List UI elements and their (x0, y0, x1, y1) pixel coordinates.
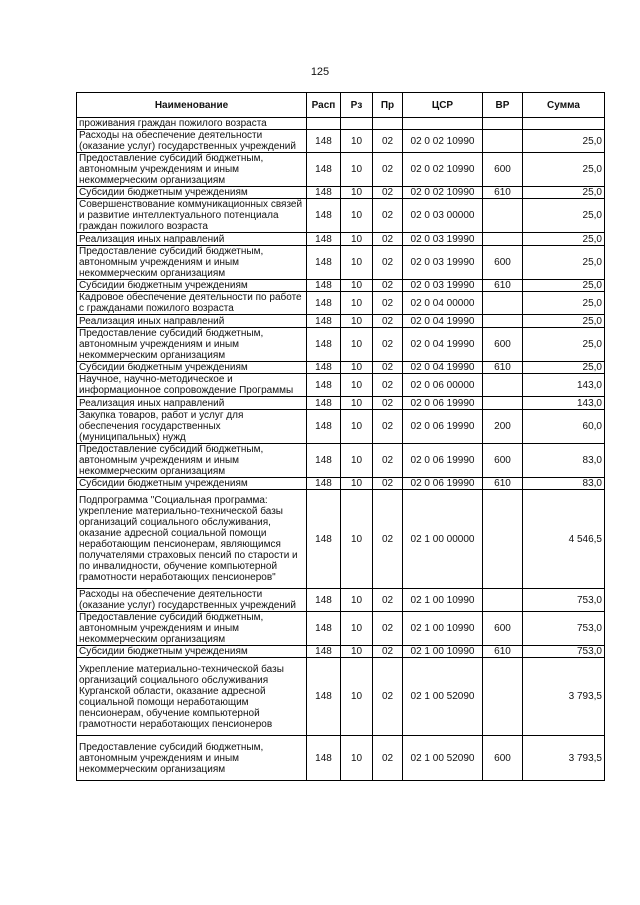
cell-name: Субсидии бюджетным учреждениям (77, 646, 307, 658)
cell-pr: 02 (373, 153, 403, 187)
cell-rz: 10 (341, 589, 373, 612)
cell-csr: 02 0 06 19990 (403, 410, 483, 444)
cell-rasp: 148 (307, 490, 341, 589)
cell-rz: 10 (341, 736, 373, 781)
cell-pr: 02 (373, 246, 403, 280)
cell-csr (403, 118, 483, 130)
cell-name: Расходы на обеспечение деятельности (оказание услуг) государственных учреждений (77, 589, 307, 612)
cell-vr (483, 292, 523, 315)
cell-rz: 10 (341, 362, 373, 374)
cell-rasp: 148 (307, 187, 341, 199)
cell-rz (341, 118, 373, 130)
header-sum: Сумма (523, 93, 605, 118)
table-row (77, 490, 605, 589)
cell-name: Укрепление материально-технической базы организаций социального обслуживания Курганской области, оказание адресной социальной помощи неработающим пенсионерам, обучение компьютерной грамотности неработающих пенсионеров (77, 658, 307, 736)
cell-vr (483, 199, 523, 233)
cell-csr: 02 0 03 00000 (403, 199, 483, 233)
cell-name: Закупка товаров, работ и услуг для обеспечения государственных (муниципальных) нужд (77, 410, 307, 444)
cell-rasp: 148 (307, 328, 341, 362)
cell-rz: 10 (341, 397, 373, 410)
cell-rasp: 148 (307, 153, 341, 187)
cell-vr: 610 (483, 478, 523, 490)
cell-pr: 02 (373, 199, 403, 233)
cell-pr: 02 (373, 612, 403, 646)
cell-csr: 02 0 02 10990 (403, 187, 483, 199)
cell-pr: 02 (373, 187, 403, 199)
header-rz: Рз (341, 93, 373, 118)
header-pr: Пр (373, 93, 403, 118)
table-row (77, 153, 605, 187)
cell-sum: 753,0 (523, 589, 605, 612)
cell-pr: 02 (373, 130, 403, 153)
cell-csr: 02 1 00 52090 (403, 658, 483, 736)
cell-rz: 10 (341, 315, 373, 328)
cell-rz: 10 (341, 658, 373, 736)
cell-csr: 02 0 04 00000 (403, 292, 483, 315)
table-row (77, 658, 605, 736)
cell-vr (483, 658, 523, 736)
cell-rasp: 148 (307, 130, 341, 153)
cell-rasp: 148 (307, 292, 341, 315)
table-row (77, 199, 605, 233)
cell-csr: 02 0 06 19990 (403, 397, 483, 410)
cell-vr: 610 (483, 187, 523, 199)
table-row (77, 589, 605, 612)
cell-vr: 600 (483, 328, 523, 362)
cell-sum: 753,0 (523, 612, 605, 646)
cell-pr: 02 (373, 646, 403, 658)
cell-vr: 610 (483, 646, 523, 658)
table-row (77, 374, 605, 397)
cell-pr: 02 (373, 292, 403, 315)
cell-vr: 610 (483, 362, 523, 374)
cell-rz: 10 (341, 233, 373, 246)
cell-rz: 10 (341, 187, 373, 199)
cell-vr: 600 (483, 736, 523, 781)
cell-name: Научное, научно-методическое и информационное сопровождение Программы (77, 374, 307, 397)
cell-csr: 02 0 03 19990 (403, 233, 483, 246)
cell-name: Предоставление субсидий бюджетным, автономным учреждениям и иным некоммерческим организациям (77, 612, 307, 646)
cell-vr (483, 490, 523, 589)
cell-pr: 02 (373, 362, 403, 374)
cell-rasp: 148 (307, 315, 341, 328)
cell-rz: 10 (341, 410, 373, 444)
cell-vr: 610 (483, 280, 523, 292)
cell-rasp: 148 (307, 374, 341, 397)
cell-rz: 10 (341, 246, 373, 280)
table-row (77, 444, 605, 478)
cell-rasp: 148 (307, 736, 341, 781)
cell-sum: 60,0 (523, 410, 605, 444)
cell-name: проживания граждан пожилого возраста (77, 118, 307, 130)
table-row (77, 646, 605, 658)
cell-rasp: 148 (307, 589, 341, 612)
cell-csr: 02 1 00 10990 (403, 612, 483, 646)
cell-csr: 02 0 02 10990 (403, 153, 483, 187)
cell-rasp (307, 118, 341, 130)
cell-sum: 83,0 (523, 444, 605, 478)
cell-pr: 02 (373, 410, 403, 444)
header-csr: ЦСР (403, 93, 483, 118)
cell-csr: 02 0 04 19990 (403, 315, 483, 328)
cell-csr: 02 0 06 19990 (403, 444, 483, 478)
cell-pr: 02 (373, 736, 403, 781)
cell-name: Кадровое обеспечение деятельности по работе с гражданами пожилого возраста (77, 292, 307, 315)
cell-sum: 143,0 (523, 397, 605, 410)
cell-vr (483, 233, 523, 246)
table-row (77, 292, 605, 315)
cell-rz: 10 (341, 280, 373, 292)
cell-rz: 10 (341, 328, 373, 362)
cell-sum: 143,0 (523, 374, 605, 397)
table-row (77, 478, 605, 490)
table-row (77, 280, 605, 292)
cell-pr: 02 (373, 490, 403, 589)
cell-vr: 200 (483, 410, 523, 444)
cell-vr (483, 374, 523, 397)
cell-csr: 02 0 04 19990 (403, 328, 483, 362)
cell-rasp: 148 (307, 199, 341, 233)
cell-sum: 25,0 (523, 199, 605, 233)
table-row (77, 328, 605, 362)
cell-rz: 10 (341, 153, 373, 187)
header-row (77, 93, 605, 118)
cell-name: Расходы на обеспечение деятельности (оказание услуг) государственных учреждений (77, 130, 307, 153)
cell-csr: 02 0 04 19990 (403, 362, 483, 374)
table-row (77, 118, 605, 130)
cell-name: Реализация иных направлений (77, 315, 307, 328)
cell-name: Реализация иных направлений (77, 397, 307, 410)
cell-rz: 10 (341, 130, 373, 153)
header-name: Наименование (77, 93, 307, 118)
cell-pr: 02 (373, 397, 403, 410)
cell-vr (483, 130, 523, 153)
cell-sum: 25,0 (523, 292, 605, 315)
cell-rasp: 148 (307, 362, 341, 374)
cell-csr: 02 1 00 52090 (403, 736, 483, 781)
header-vr: ВР (483, 93, 523, 118)
cell-sum: 25,0 (523, 130, 605, 153)
cell-name: Субсидии бюджетным учреждениям (77, 478, 307, 490)
cell-pr: 02 (373, 444, 403, 478)
cell-sum: 83,0 (523, 478, 605, 490)
table-row (77, 246, 605, 280)
cell-vr (483, 397, 523, 410)
cell-name: Предоставление субсидий бюджетным, автономным учреждениям и иным некоммерческим организациям (77, 736, 307, 781)
cell-rasp: 148 (307, 612, 341, 646)
cell-vr: 600 (483, 444, 523, 478)
table-row (77, 187, 605, 199)
cell-rz: 10 (341, 646, 373, 658)
cell-pr: 02 (373, 658, 403, 736)
cell-name: Предоставление субсидий бюджетным, автономным учреждениям и иным некоммерческим организациям (77, 444, 307, 478)
cell-pr: 02 (373, 589, 403, 612)
cell-vr: 600 (483, 153, 523, 187)
header-rasp: Расп (307, 93, 341, 118)
cell-sum: 3 793,5 (523, 736, 605, 781)
cell-rasp: 148 (307, 246, 341, 280)
cell-rasp: 148 (307, 658, 341, 736)
cell-sum: 25,0 (523, 362, 605, 374)
cell-name: Предоставление субсидий бюджетным, автономным учреждениям и иным некоммерческим организациям (77, 153, 307, 187)
cell-pr: 02 (373, 233, 403, 246)
table-row (77, 233, 605, 246)
table-row (77, 397, 605, 410)
cell-sum: 25,0 (523, 280, 605, 292)
table-row (77, 130, 605, 153)
cell-rasp: 148 (307, 397, 341, 410)
cell-rasp: 148 (307, 444, 341, 478)
cell-csr: 02 0 03 19990 (403, 280, 483, 292)
cell-name: Предоставление субсидий бюджетным, автономным учреждениям и иным некоммерческим организациям (77, 328, 307, 362)
cell-sum: 25,0 (523, 328, 605, 362)
cell-vr (483, 315, 523, 328)
cell-name: Подпрограмма "Социальная программа: укрепление материально-технической базы организаций социального обслуживания, оказание адресной социальной помощи неработающим пенсионерам, являющимся получателями страховых пенсий по старости и по инвалидности, обучение компьютерной грамотности неработающих пенсионеров" (77, 490, 307, 589)
cell-csr: 02 0 02 10990 (403, 130, 483, 153)
cell-pr: 02 (373, 478, 403, 490)
cell-name: Субсидии бюджетным учреждениям (77, 362, 307, 374)
cell-name: Предоставление субсидий бюджетным, автономным учреждениям и иным некоммерческим организациям (77, 246, 307, 280)
cell-vr: 600 (483, 246, 523, 280)
table-row (77, 736, 605, 781)
cell-pr: 02 (373, 280, 403, 292)
cell-rz: 10 (341, 444, 373, 478)
cell-csr: 02 1 00 00000 (403, 490, 483, 589)
cell-sum: 3 793,5 (523, 658, 605, 736)
cell-sum: 25,0 (523, 233, 605, 246)
cell-csr: 02 0 06 19990 (403, 478, 483, 490)
cell-rz: 10 (341, 478, 373, 490)
cell-name: Совершенствование коммуникационных связей и развитие интеллектуального потенциала граждан пожилого возраста (77, 199, 307, 233)
cell-name: Субсидии бюджетным учреждениям (77, 187, 307, 199)
cell-rasp: 148 (307, 646, 341, 658)
cell-sum: 25,0 (523, 153, 605, 187)
cell-vr (483, 118, 523, 130)
table-row (77, 362, 605, 374)
cell-pr: 02 (373, 374, 403, 397)
table-row (77, 315, 605, 328)
cell-sum: 4 546,5 (523, 490, 605, 589)
cell-csr: 02 1 00 10990 (403, 646, 483, 658)
cell-name: Субсидии бюджетным учреждениям (77, 280, 307, 292)
cell-rz: 10 (341, 199, 373, 233)
page-number: 125 (310, 66, 330, 78)
table-row (77, 612, 605, 646)
cell-pr: 02 (373, 328, 403, 362)
cell-vr (483, 589, 523, 612)
cell-rz: 10 (341, 374, 373, 397)
cell-pr (373, 118, 403, 130)
cell-sum: 25,0 (523, 246, 605, 280)
cell-name: Реализация иных направлений (77, 233, 307, 246)
cell-rasp: 148 (307, 280, 341, 292)
cell-rasp: 148 (307, 478, 341, 490)
cell-rasp: 148 (307, 410, 341, 444)
cell-csr: 02 0 03 19990 (403, 246, 483, 280)
cell-csr: 02 1 00 10990 (403, 589, 483, 612)
cell-sum: 25,0 (523, 187, 605, 199)
cell-rz: 10 (341, 612, 373, 646)
cell-vr: 600 (483, 612, 523, 646)
cell-rz: 10 (341, 292, 373, 315)
cell-pr: 02 (373, 315, 403, 328)
cell-sum: 753,0 (523, 646, 605, 658)
table-row (77, 410, 605, 444)
cell-rasp: 148 (307, 233, 341, 246)
cell-rz: 10 (341, 490, 373, 589)
cell-sum: 25,0 (523, 315, 605, 328)
budget-table (76, 92, 605, 781)
cell-sum (523, 118, 605, 130)
cell-csr: 02 0 06 00000 (403, 374, 483, 397)
